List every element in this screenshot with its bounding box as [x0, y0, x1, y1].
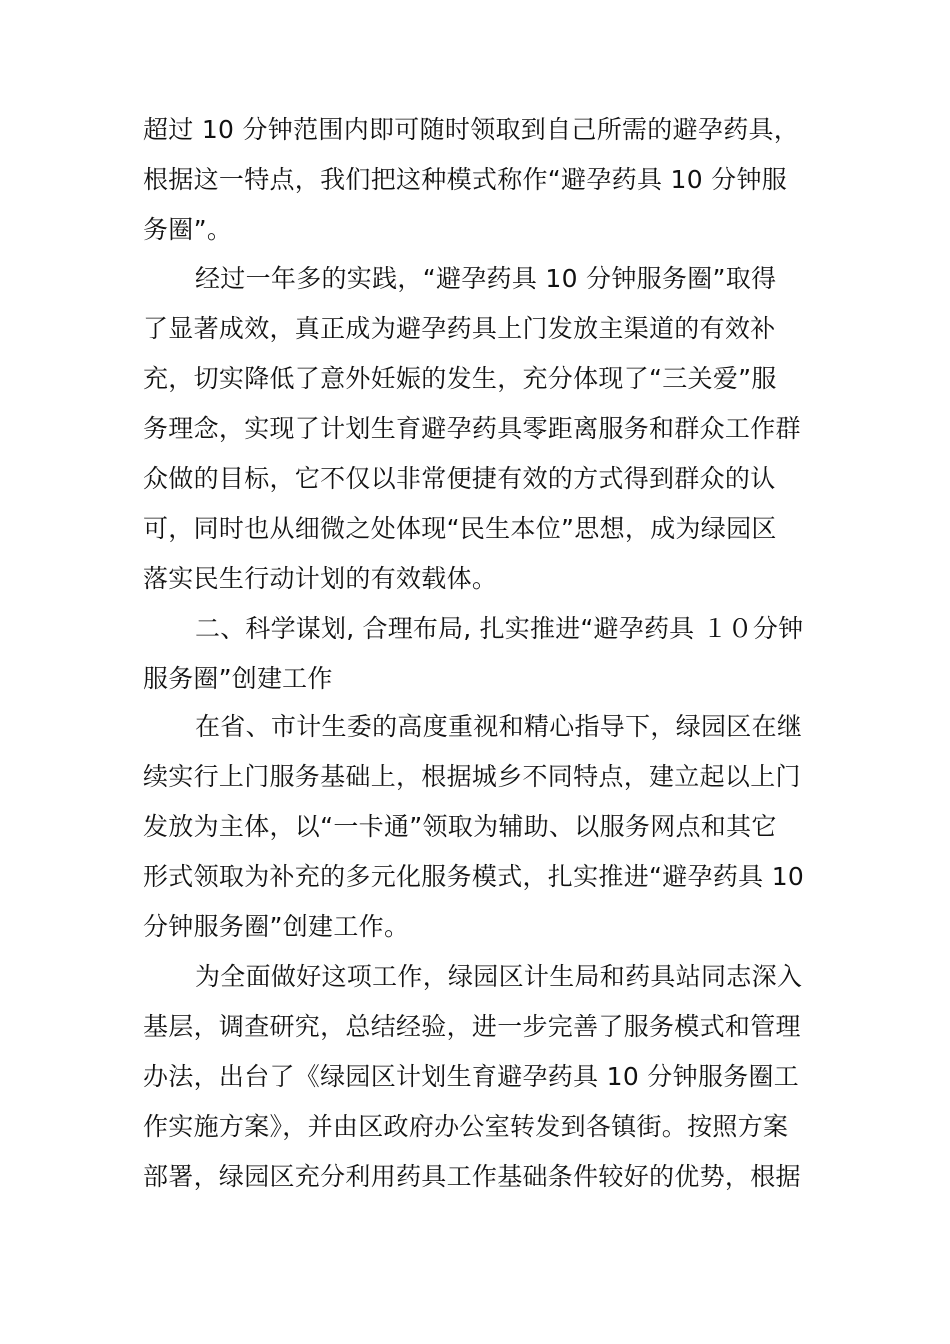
paragraph-4-line-2: 基层，调查研究，总结经验，进一步完善了服务模式和管理	[143, 1012, 801, 1041]
paragraph-2-line-1: 经过一年多的实践，“避孕药具 10 分钟服务圈”取得	[195, 264, 777, 293]
paragraph-2-line-5: 众做的目标，它不仅以非常便捷有效的方式得到群众的认	[143, 464, 776, 493]
paragraph-1-line-2: 根据这一特点，我们把这种模式称作“避孕药具 10 分钟服	[143, 165, 788, 194]
paragraph-2-line-2: 了显著成效，真正成为避孕药具上门发放主渠道的有效补	[143, 314, 776, 343]
paragraph-1-line-1: 超过 10 分钟范围内即可随时领取到自己所需的避孕药具，	[143, 115, 800, 144]
paragraph-4-line-1: 为全面做好这项工作，绿园区计生局和药具站同志深入	[195, 962, 803, 991]
paragraph-2-line-3: 充，切实降低了意外妊娠的发生，充分体现了“三关爱”服	[143, 364, 777, 393]
paragraph-2-line-4: 务理念，实现了计划生育避孕药具零距离服务和群众工作群	[143, 414, 801, 443]
paragraph-3-line-5: 分钟服务圈”创建工作。	[143, 912, 410, 941]
paragraph-4-line-5: 部署，绿园区充分利用药具工作基础条件较好的优势，根据	[143, 1162, 801, 1191]
paragraph-3-line-3: 发放为主体，以“一卡通”领取为辅助、以服务网点和其它	[143, 812, 777, 841]
section-heading-line-1: 二、科学谋划, 合理布局, 扎实推进“避孕药具 １０分钟	[195, 614, 804, 643]
paragraph-2-line-6: 可，同时也从细微之处体现“民生本位”思想，成为绿园区	[143, 514, 777, 543]
section-heading-line-2: 服务圈”创建工作	[143, 664, 333, 693]
paragraph-2-line-7: 落实民生行动计划的有效载体。	[143, 564, 498, 593]
paragraph-1-line-3: 务圈”。	[143, 215, 233, 244]
paragraph-4-line-4: 作实施方案》，并由区政府办公室转发到各镇街。按照方案	[143, 1112, 789, 1141]
paragraph-3-line-4: 形式领取为补充的多元化服务模式，扎实推进“避孕药具 10	[143, 862, 805, 891]
paragraph-4-line-3: 办法，出台了《绿园区计划生育避孕药具 10 分钟服务圈工	[143, 1062, 800, 1091]
paragraph-3-line-2: 续实行上门服务基础上，根据城乡不同特点，建立起以上门	[143, 762, 801, 791]
paragraph-3-line-1: 在省、市计生委的高度重视和精心指导下，绿园区在继	[195, 712, 803, 741]
